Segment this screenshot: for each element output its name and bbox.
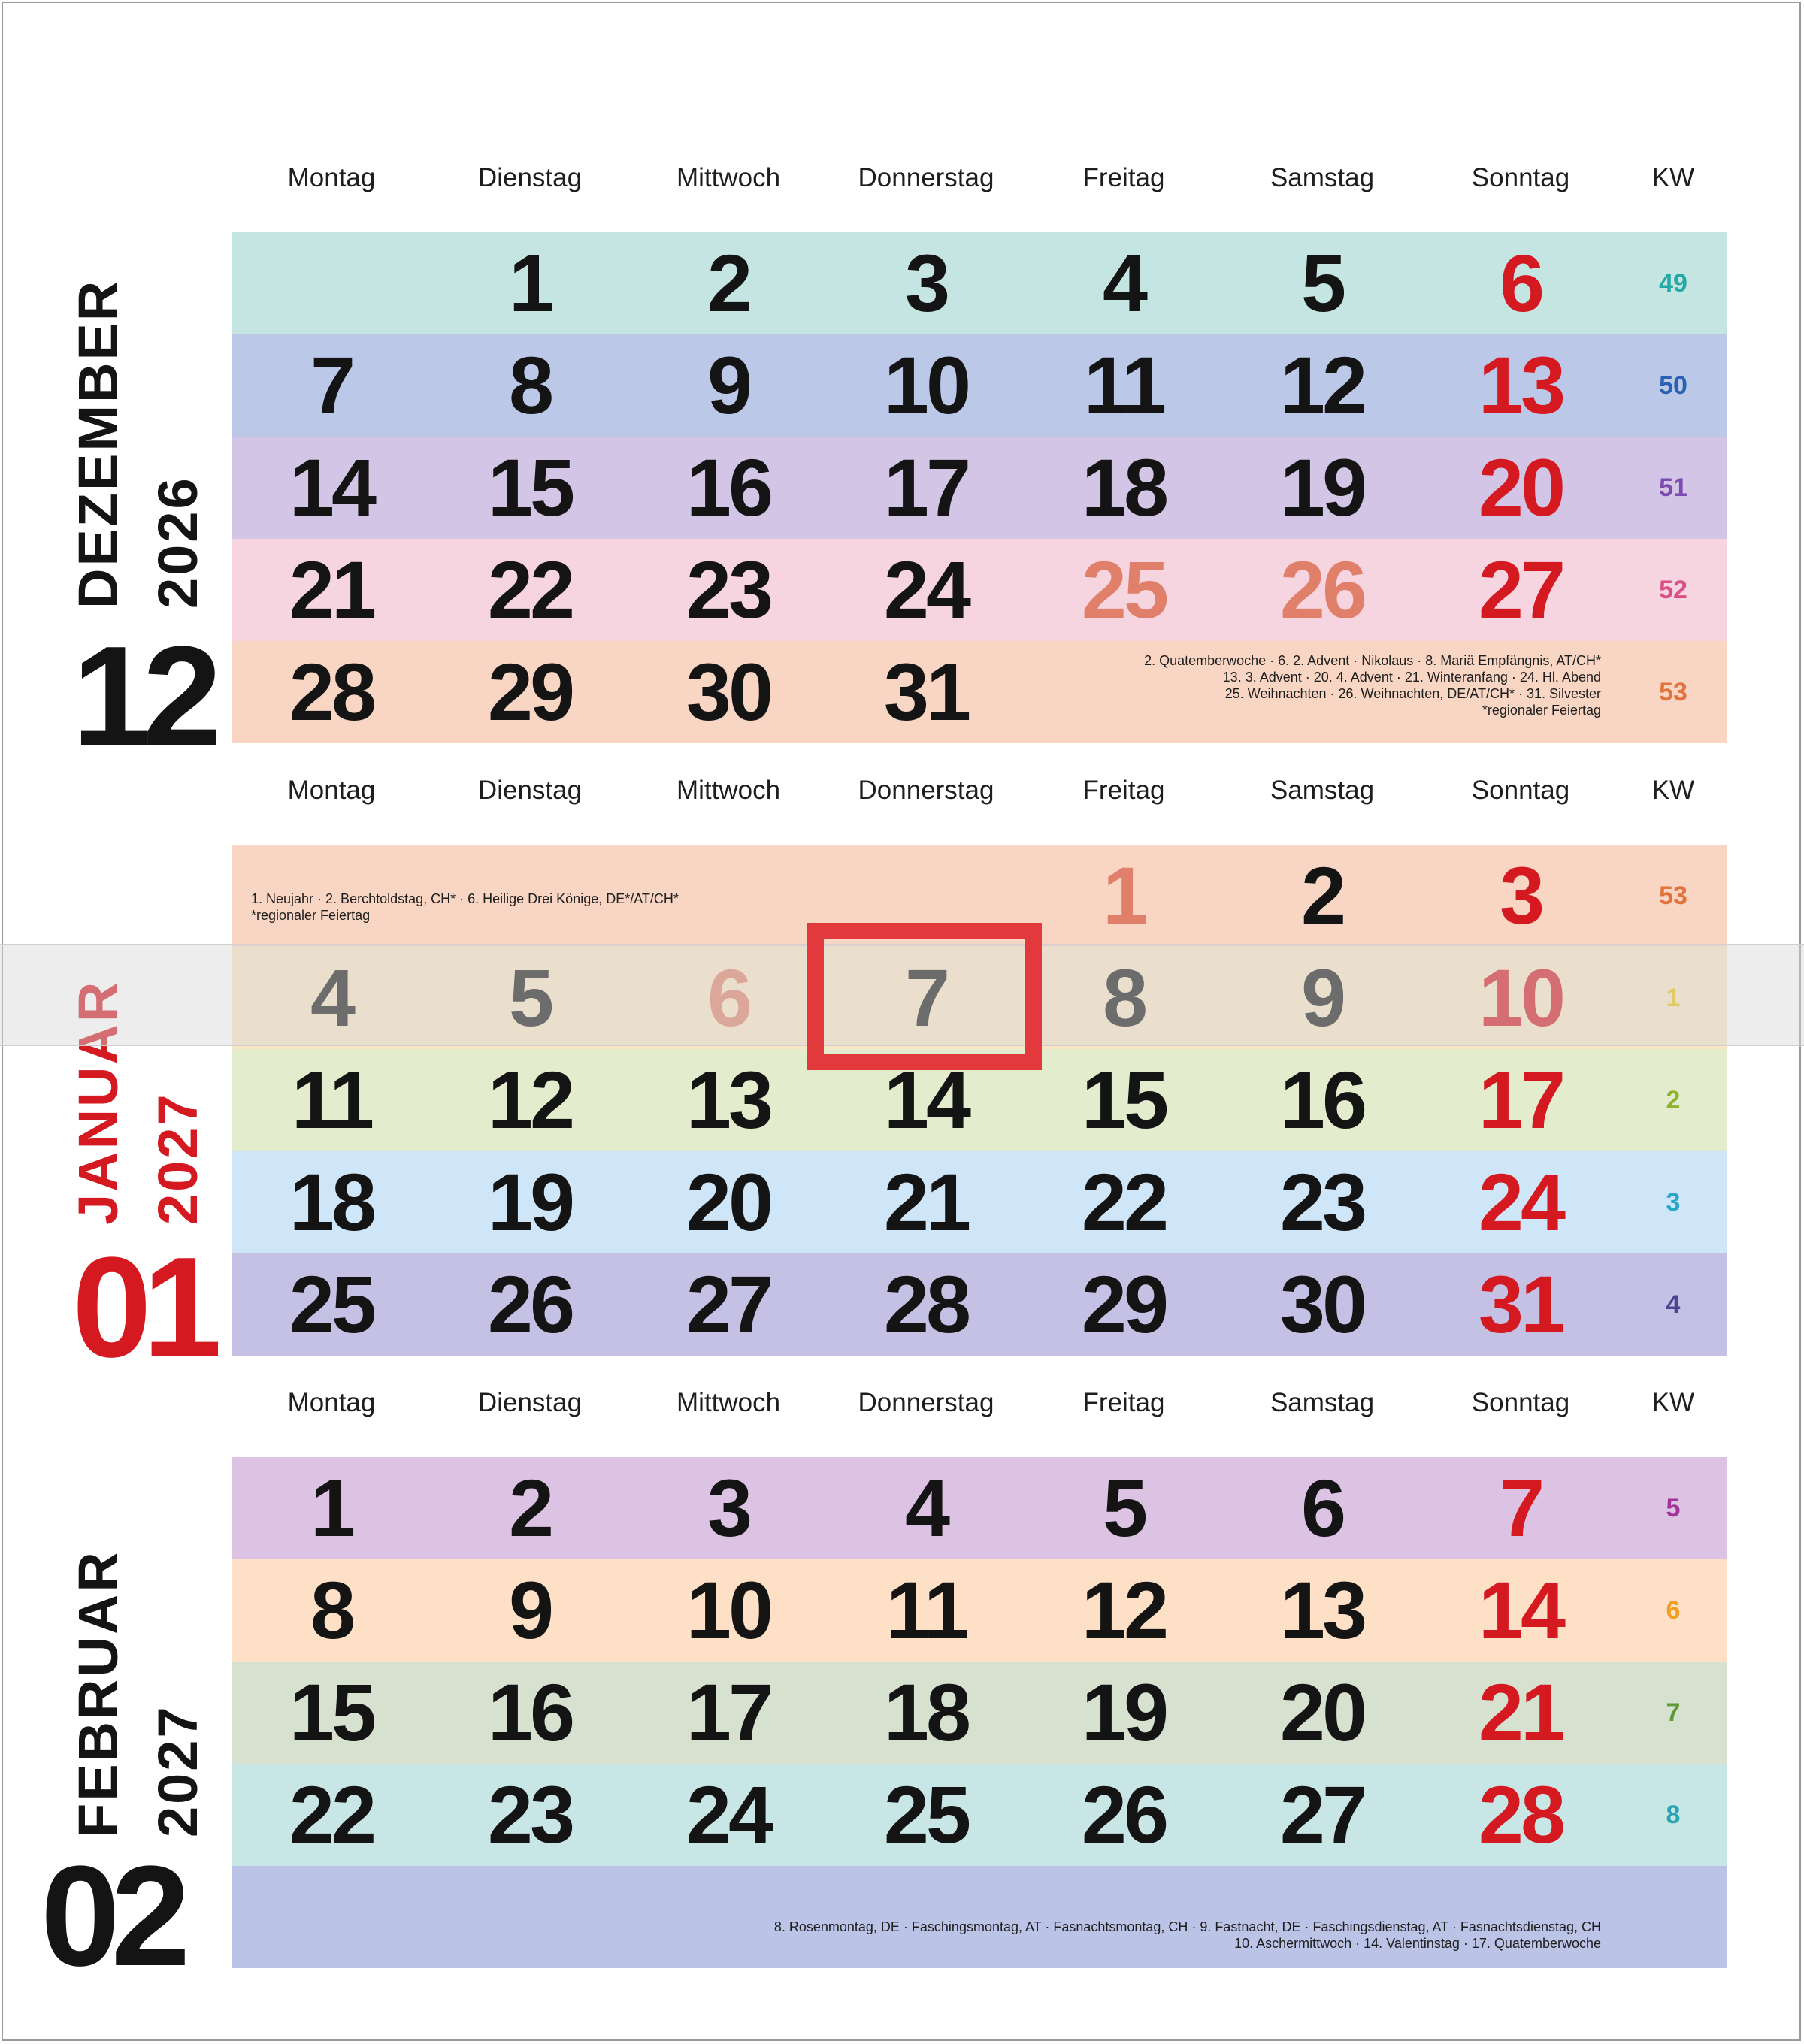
day-cell[interactable]: 29 (487, 646, 573, 737)
day-cell[interactable]: 27 (686, 1259, 771, 1350)
weekday-label: Donnerstag (858, 1388, 994, 1417)
calendar-week-number: 1 (1666, 984, 1681, 1012)
week-row (232, 1662, 1727, 1764)
calendar-week-number (1636, 1866, 1711, 1968)
day-cell[interactable]: 18 (883, 1667, 969, 1758)
weekday-label: Montag (287, 1388, 376, 1417)
day-cell[interactable]: 7 (904, 952, 948, 1043)
day-cell[interactable]: 22 (487, 544, 573, 635)
day-cell[interactable]: 27 (1279, 1769, 1365, 1860)
day-cell (431, 1866, 629, 1968)
day-cell[interactable]: 16 (686, 442, 771, 533)
day-cell[interactable]: 9 (707, 340, 750, 431)
day-cell[interactable]: 3 (904, 237, 948, 328)
week-row (232, 1764, 1727, 1866)
day-cell[interactable]: 15 (1081, 1054, 1167, 1145)
month-number: 12 (72, 617, 213, 776)
holiday-note-line: *regionaler Feiertag (251, 908, 371, 923)
day-cell (1223, 1866, 1421, 1968)
day-cell[interactable]: 27 (1478, 544, 1563, 635)
day-cell[interactable]: 31 (883, 646, 969, 737)
day-cell[interactable]: 15 (487, 442, 573, 533)
calendar-week-number: 7 (1666, 1698, 1681, 1727)
day-cell[interactable]: 30 (686, 646, 771, 737)
day-cell (232, 232, 431, 334)
day-cell[interactable]: 2 (1300, 850, 1344, 941)
day-cell[interactable]: 19 (487, 1157, 573, 1247)
day-cell[interactable]: 16 (1279, 1054, 1365, 1145)
week-row (232, 1866, 1727, 1968)
holiday-note-line: 10. Aschermittwoch · 14. Valentinstag · 17. Quatemberwoche (1234, 1936, 1601, 1951)
week-row (232, 1457, 1727, 1559)
calendar-week-number: 8 (1666, 1801, 1681, 1829)
day-cell[interactable]: 14 (883, 1054, 969, 1145)
day-cell[interactable]: 4 (1102, 237, 1146, 328)
weekday-label: Montag (287, 776, 376, 805)
day-cell[interactable]: 17 (883, 442, 969, 533)
day-cell[interactable]: 5 (1300, 237, 1344, 328)
day-cell[interactable]: 20 (1279, 1667, 1365, 1758)
day-cell (629, 1866, 828, 1968)
day-cell[interactable]: 13 (1279, 1565, 1365, 1655)
day-cell[interactable]: 17 (686, 1667, 771, 1758)
month-block-dez (0, 0, 1804, 776)
day-cell[interactable]: 28 (883, 1259, 969, 1350)
day-cell[interactable]: 11 (1083, 340, 1164, 431)
day-cell[interactable]: 18 (1081, 442, 1167, 533)
day-cell (827, 1866, 1025, 1968)
day-cell (1025, 1866, 1223, 1968)
day-cell[interactable]: 6 (1499, 237, 1542, 328)
day-cell[interactable]: 12 (1081, 1565, 1167, 1655)
day-cell[interactable]: 9 (1300, 952, 1344, 1043)
day-cell[interactable]: 25 (289, 1259, 374, 1350)
month-number: 02 (41, 1837, 182, 1996)
day-cell[interactable]: 15 (289, 1667, 374, 1758)
day-cell[interactable]: 2 (508, 1462, 552, 1553)
holiday-note-line: 13. 3. Advent · 20. 4. Advent · 21. Winteranfang · 24. Hl. Abend (1222, 670, 1601, 685)
calendar-week-number: 51 (1659, 473, 1687, 502)
day-cell[interactable]: 24 (686, 1769, 771, 1860)
day-cell[interactable]: 28 (1478, 1769, 1563, 1860)
day-cell[interactable]: 1 (1102, 850, 1146, 941)
month-block-feb (0, 1225, 1804, 1996)
weekday-label: Dienstag (477, 163, 583, 192)
day-cell[interactable]: 16 (487, 1667, 573, 1758)
day-cell[interactable]: 10 (883, 340, 969, 431)
month-name: DEZEMBER (67, 278, 129, 609)
holiday-notes (699, 1919, 1601, 1952)
day-cell[interactable]: 1 (508, 237, 552, 328)
month-block-jan (0, 612, 1804, 1387)
day-cell[interactable]: 17 (1478, 1054, 1563, 1145)
calendar-week-number: 6 (1666, 1596, 1681, 1625)
calendar-week-number: 4 (1666, 1290, 1681, 1319)
day-cell[interactable]: 13 (1478, 340, 1563, 431)
month-year: 2027 (147, 1092, 209, 1225)
weekday-label: Sonntag (1471, 163, 1570, 192)
day-cell[interactable]: 7 (1499, 1462, 1542, 1553)
day-cell[interactable]: 14 (289, 442, 374, 533)
day-cell[interactable]: 21 (289, 544, 374, 635)
holiday-note-line: 25. Weihnachten · 26. Weihnachten, DE/AT/CH* · 31. Silvester (1224, 686, 1601, 701)
weekday-label: Samstag (1270, 163, 1375, 192)
day-cell[interactable]: 21 (1478, 1667, 1563, 1758)
day-cell[interactable]: 23 (1279, 1157, 1365, 1247)
calendar-week-number: 52 (1659, 576, 1687, 604)
day-cell[interactable]: 18 (289, 1157, 374, 1247)
holiday-note-line: 1. Neujahr · 2. Berchtoldstag, CH* · 6. Heilige Drei Könige, DE*/AT/CH* (251, 891, 679, 906)
day-cell[interactable]: 3 (707, 1462, 750, 1553)
day-cell[interactable]: 8 (508, 340, 552, 431)
calendar-week-number: 5 (1666, 1494, 1681, 1522)
day-cell[interactable]: 7 (310, 340, 353, 431)
today-marker (807, 923, 1042, 1070)
week-row (232, 437, 1727, 539)
holiday-note-line: *regionaler Feiertag (1482, 703, 1601, 718)
weekday-label: Donnerstag (858, 163, 994, 192)
weekday-label: Mittwoch (676, 776, 781, 805)
day-cell[interactable]: 12 (1279, 340, 1365, 431)
day-cell[interactable]: 14 (1478, 1565, 1563, 1655)
day-cell[interactable]: 6 (1300, 1462, 1344, 1553)
weekday-label: Dienstag (477, 1388, 583, 1417)
day-cell[interactable]: 26 (1279, 544, 1365, 635)
day-cell[interactable]: 19 (1279, 442, 1365, 533)
day-cell[interactable]: 5 (508, 952, 552, 1043)
day-cell[interactable]: 1 (310, 1462, 353, 1553)
day-cell[interactable]: 4 (904, 1462, 948, 1553)
day-cell[interactable]: 10 (686, 1565, 771, 1655)
weekday-header (0, 1370, 1804, 1445)
calendar-week-number: 3 (1666, 1188, 1681, 1217)
day-cell (232, 1866, 431, 1968)
day-cell[interactable]: 12 (487, 1054, 573, 1145)
weekday-label: Sonntag (1471, 1388, 1570, 1417)
month-year: 2026 (147, 476, 209, 609)
weekday-label: Mittwoch (676, 1388, 781, 1417)
day-cell[interactable]: 8 (310, 1565, 353, 1655)
day-cell[interactable]: 3 (1499, 850, 1542, 941)
day-cell[interactable]: 5 (1102, 1462, 1146, 1553)
month-year: 2027 (147, 1704, 209, 1837)
day-cell[interactable]: 19 (1081, 1667, 1167, 1758)
kw-header-label: KW (1651, 1388, 1695, 1417)
day-cell[interactable]: 21 (883, 1157, 969, 1247)
weekday-label: Sonntag (1471, 776, 1570, 805)
week-row (232, 334, 1727, 437)
calendar-week-number: 53 (1659, 881, 1687, 910)
weekday-label: Mittwoch (676, 163, 781, 192)
day-cell[interactable]: 22 (1081, 1157, 1167, 1247)
calendar-week-number: 2 (1666, 1086, 1681, 1114)
holiday-note-line: 8. Rosenmontag, DE · Faschingsmontag, AT · Fasnachtsmontag, CH · 9. Fastnacht, DE · Faschingsdienstag, AT · Fasnachtsdienstag, CH (773, 1919, 1601, 1934)
day-cell[interactable]: 13 (686, 1054, 771, 1145)
calendar-week-number: 53 (1659, 678, 1687, 706)
week-row (232, 1559, 1727, 1662)
day-cell[interactable]: 9 (508, 1565, 552, 1655)
weekday-label: Donnerstag (858, 776, 994, 805)
day-cell[interactable]: 8 (1102, 952, 1146, 1043)
weekday-label: Samstag (1270, 776, 1375, 805)
weekday-label: Freitag (1082, 163, 1165, 192)
day-cell[interactable]: 20 (686, 1157, 771, 1247)
weekday-label: Dienstag (477, 776, 583, 805)
day-cell[interactable]: 4 (310, 952, 353, 1043)
day-cell[interactable]: 24 (883, 544, 969, 635)
day-cell[interactable]: 10 (1478, 952, 1563, 1043)
holiday-notes (251, 890, 679, 924)
day-cell[interactable]: 29 (1081, 1259, 1167, 1350)
kw-header-label: KW (1651, 776, 1695, 805)
day-cell[interactable]: 11 (885, 1565, 967, 1655)
month-name: JANUAR (67, 979, 129, 1225)
day-cell[interactable]: 31 (1478, 1259, 1563, 1350)
calendar-week-number: 49 (1659, 269, 1687, 298)
day-cell[interactable]: 26 (487, 1259, 573, 1350)
day-cell (1421, 1866, 1620, 1968)
day-cell[interactable]: 11 (291, 1054, 372, 1145)
day-cell[interactable]: 30 (1279, 1259, 1365, 1350)
day-cell[interactable]: 24 (1478, 1157, 1563, 1247)
month-name: FEBRUAR (67, 1550, 129, 1837)
day-cell[interactable]: 23 (487, 1769, 573, 1860)
day-cell[interactable]: 23 (686, 544, 771, 635)
weekday-label: Freitag (1082, 776, 1165, 805)
day-cell[interactable]: 6 (707, 952, 750, 1043)
day-cell[interactable]: 25 (1081, 544, 1167, 635)
kw-header-label: KW (1651, 163, 1695, 192)
day-cell[interactable]: 20 (1478, 442, 1563, 533)
weekday-label: Montag (287, 163, 376, 192)
weekday-label: Samstag (1270, 1388, 1375, 1417)
day-cell[interactable]: 2 (707, 237, 750, 328)
weekday-header (0, 145, 1804, 220)
week-row (232, 232, 1727, 334)
day-cell[interactable]: 25 (883, 1769, 969, 1860)
day-cell[interactable]: 22 (289, 1769, 374, 1860)
day-cell[interactable]: 28 (289, 646, 374, 737)
calendar-week-number: 50 (1659, 371, 1687, 400)
weekday-label: Freitag (1082, 1388, 1165, 1417)
month-number: 01 (72, 1228, 213, 1387)
weekday-header (0, 757, 1804, 833)
day-cell[interactable]: 26 (1081, 1769, 1167, 1860)
holiday-note-line: 2. Quatemberwoche · 6. 2. Advent · Nikolaus · 8. Mariä Empfängnis, AT/CH* (1144, 653, 1601, 668)
